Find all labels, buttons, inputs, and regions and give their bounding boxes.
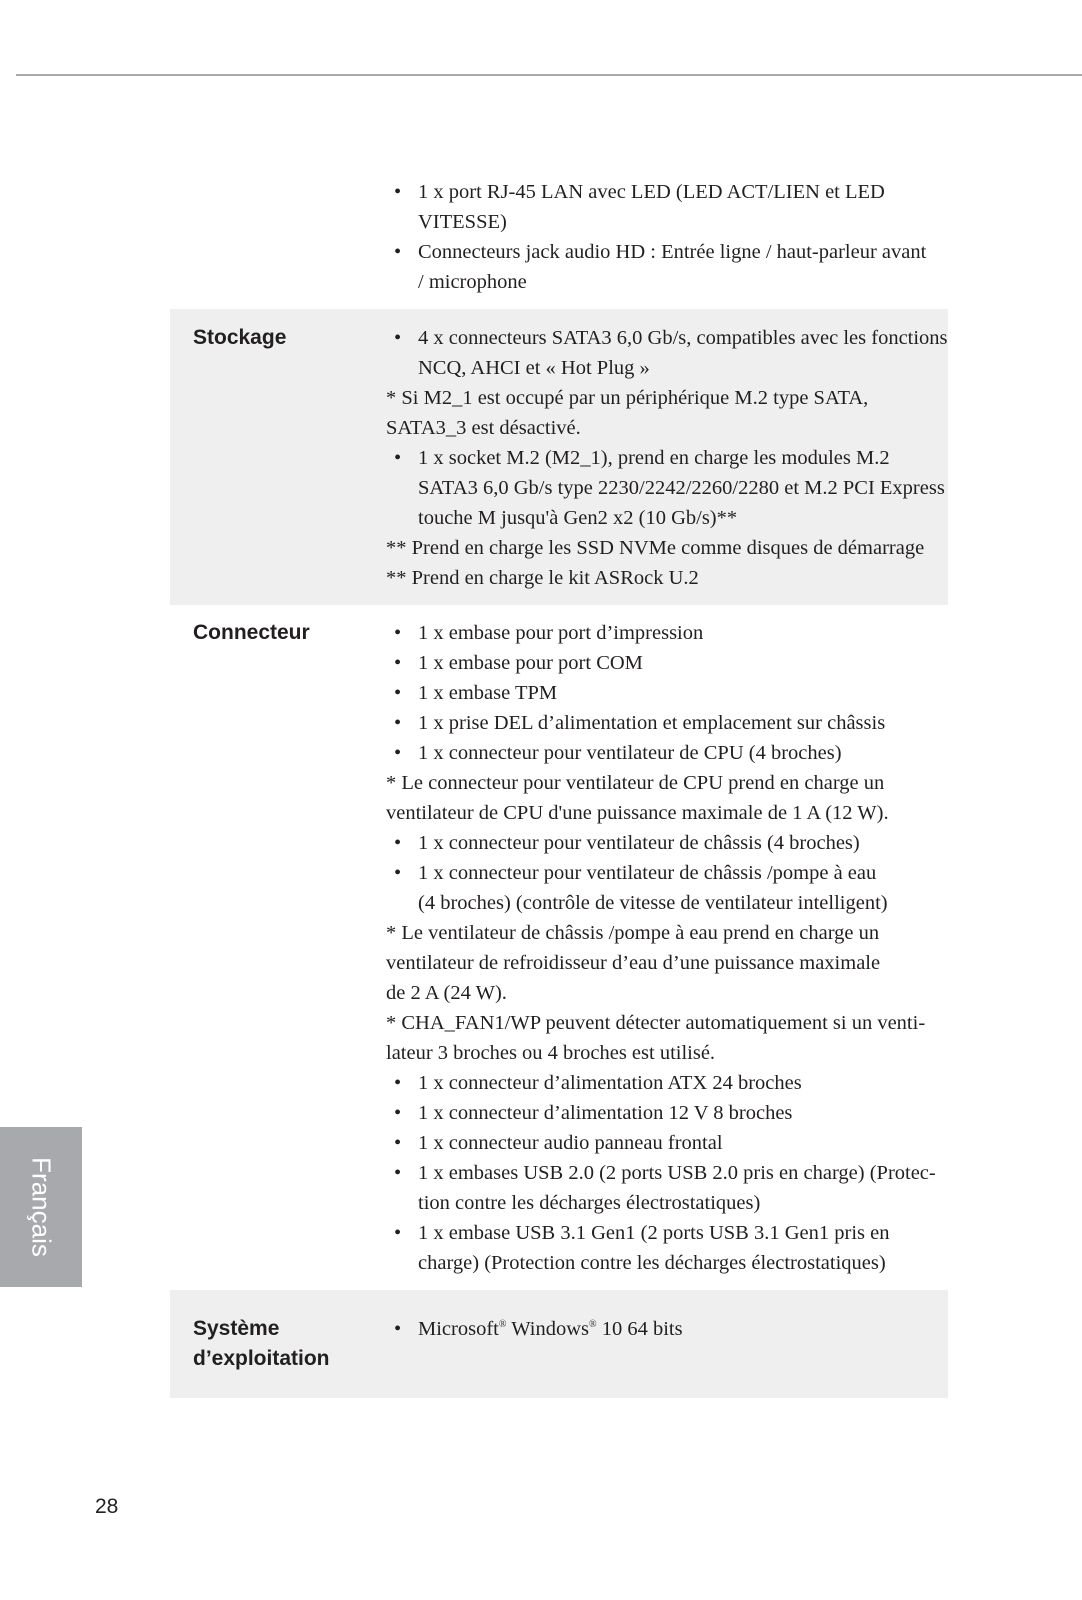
spec-table [170, 177, 948, 1398]
list-item: • 1 x connecteur pour ventilateur de châssis (4 broches) [394, 832, 860, 854]
list-item: • 1 x embases USB 2.0 (2 ports USB 2.0 pris en charge) (Protec- [394, 1162, 936, 1184]
list-item: • 1 x connecteur audio panneau frontal [394, 1132, 723, 1154]
list-item-continuation: tion contre les décharges électrostatiques) [418, 1192, 761, 1214]
spec-row-continued [170, 177, 948, 309]
list-item: • 1 x connecteur d’alimentation ATX 24 broches [394, 1072, 802, 1094]
spec-content-stockage [386, 323, 972, 593]
spec-row-connecteur [170, 618, 948, 1290]
list-item: • 1 x embase pour port d’impression [394, 622, 704, 644]
language-side-tab [0, 1127, 82, 1287]
footnote: ventilateur de CPU d'une puissance maximale de 1 A (12 W). [386, 802, 889, 824]
page-number: 28 [95, 1495, 119, 1518]
footnote: * Le ventilateur de châssis /pompe à eau prend en charge un [386, 922, 880, 944]
footnote: * CHA_FAN1/WP peuvent détecter automatiquement si un venti- [386, 1012, 926, 1034]
spec-content-continued [386, 177, 950, 297]
spec-label-connecteur: Connecteur [193, 621, 310, 644]
list-item-continuation: NCQ, AHCI et « Hot Plug » [418, 357, 650, 379]
list-item-continuation: VITESSE) [418, 211, 507, 233]
footnote: lateur 3 broches ou 4 broches est utilisé. [386, 1042, 716, 1064]
list-item: • 1 x embase USB 3.1 Gen1 (2 ports USB 3.1 Gen1 pris en [394, 1222, 890, 1244]
registered-mark: ® [588, 1319, 597, 1330]
spec-row-systeme [170, 1290, 948, 1398]
footnote: SATA3_3 est désactivé. [386, 417, 581, 439]
list-item: • 4 x connecteurs SATA3 6,0 Gb/s, compatibles avec les fonctions [394, 327, 948, 349]
footnote: ventilateur de refroidisseur d’eau d’une puissance maximale [386, 952, 881, 974]
list-item: • 1 x socket M.2 (M2_1), prend en charge les modules M.2 [394, 447, 890, 469]
list-item: • 1 x connecteur pour ventilateur de châssis /pompe à eau [394, 862, 877, 884]
spec-row-stockage [170, 309, 948, 605]
spec-label-systeme-line2: d’exploitation [193, 1347, 330, 1370]
list-item: • 1 x connecteur d’alimentation 12 V 8 broches [394, 1102, 793, 1124]
spec-label-empty [170, 177, 386, 297]
header-rule [16, 74, 1082, 76]
spec-label-stockage: Stockage [193, 326, 287, 349]
list-item-continuation: charge) (Protection contre les décharges électrostatiques) [418, 1252, 886, 1274]
list-item-continuation: (4 broches) (contrôle de vitesse de ventilateur intelligent) [418, 892, 888, 914]
list-item: • Microsoft® Windows® 10 64 bits [394, 1318, 683, 1340]
list-item: • 1 x prise DEL d’alimentation et emplacement sur châssis [394, 712, 886, 734]
language-side-tab-label: Français [26, 1157, 57, 1257]
spec-content-systeme [386, 1314, 948, 1374]
footnote: * Le connecteur pour ventilateur de CPU prend en charge un [386, 772, 885, 794]
list-item: • 1 x connecteur pour ventilateur de CPU (4 broches) [394, 742, 842, 764]
list-item: • 1 x port RJ-45 LAN avec LED (LED ACT/LIEN et LED [394, 181, 885, 203]
footnote: * Si M2_1 est occupé par un périphérique M.2 type SATA, [386, 387, 869, 409]
footnote: de 2 A (24 W). [386, 982, 507, 1004]
list-item: • 1 x embase pour port COM [394, 652, 643, 674]
list-item-continuation: SATA3 6,0 Gb/s type 2230/2242/2260/2280 et M.2 PCI Express [418, 477, 945, 499]
spec-content-connecteur [386, 618, 960, 1278]
registered-mark: ® [498, 1319, 507, 1330]
footnote: ** Prend en charge le kit ASRock U.2 [386, 567, 699, 589]
list-item-continuation: / microphone [418, 271, 527, 293]
spec-label-systeme [170, 1314, 386, 1374]
list-item-continuation: touche M jusqu'à Gen2 x2 (10 Gb/s)** [418, 507, 738, 529]
footnote: ** Prend en charge les SSD NVMe comme disques de démarrage [386, 537, 925, 559]
spec-label-systeme-line1: Système [193, 1317, 280, 1340]
list-item: • Connecteurs jack audio HD : Entrée ligne / haut-parleur avant [394, 241, 927, 263]
list-item: • 1 x embase TPM [394, 682, 558, 704]
